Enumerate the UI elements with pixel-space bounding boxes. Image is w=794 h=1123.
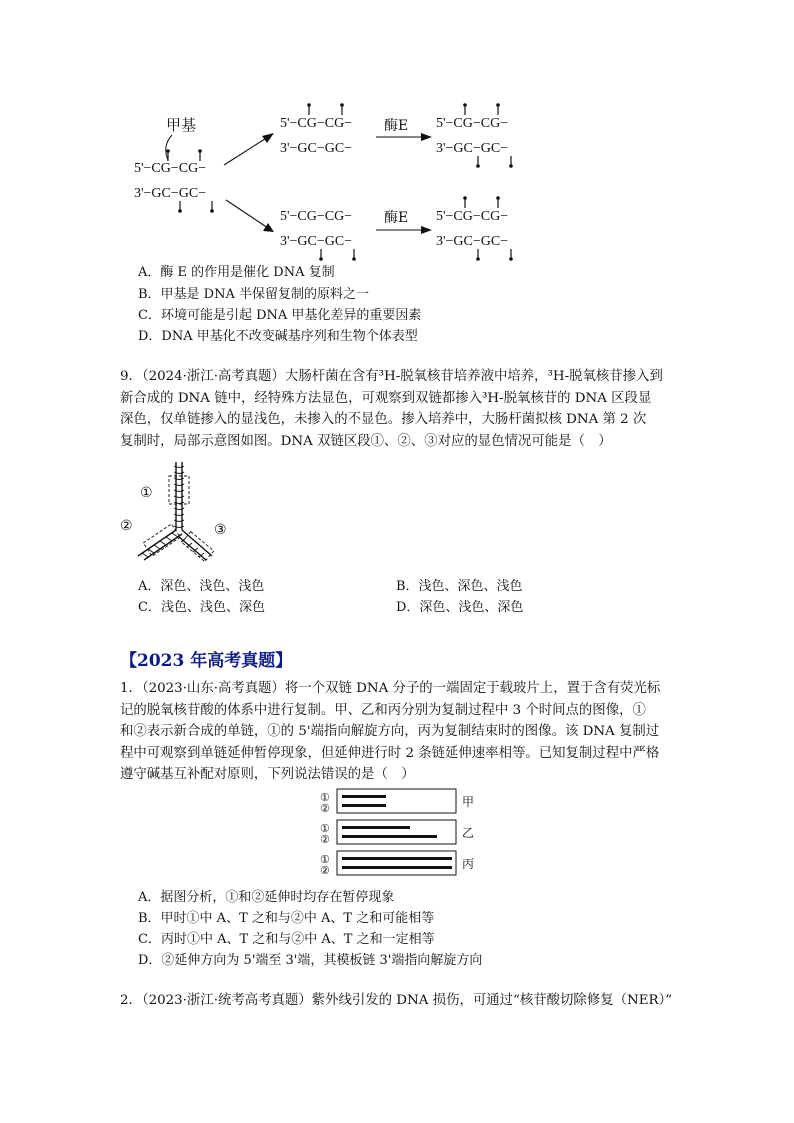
upper-mid-bottom: 3'−GC−GC− <box>280 141 353 156</box>
svg-text:①: ① <box>320 791 330 804</box>
lower-mid-bottom: 3'−GC−GC− <box>280 234 353 249</box>
upper-right-top: 5'−CG−CG− <box>436 116 509 131</box>
extension-figure <box>320 789 474 877</box>
strand-2-bar <box>342 804 386 807</box>
row-label-jia: 甲 <box>462 795 475 809</box>
svg-text:①: ① <box>320 822 330 835</box>
q8-option-c: C．环境可能是引起 DNA 甲基化差异的重要因素 <box>138 308 422 323</box>
enzyme-label-lower: 酶E <box>384 210 409 226</box>
svg-text:②: ② <box>320 802 330 815</box>
methyl-label: 甲基 <box>166 116 197 134</box>
upper-mid-top: 5'−CG−CG− <box>280 116 353 131</box>
q1-option-b: B．甲时①中 A、T 之和与②中 A、T 之和可能相等 <box>138 911 435 926</box>
fork-label-3: ③ <box>214 522 227 538</box>
lower-mid-top: 5'−CG−CG− <box>280 209 353 224</box>
strand-1-bar <box>342 857 452 860</box>
arrow-up <box>224 137 268 165</box>
q9-option-a: A．深色、浅色、浅色 <box>138 579 265 594</box>
strand-1-bar <box>342 826 410 829</box>
arrow-down <box>226 200 268 228</box>
q1-stem: 1．（2023·山东·高考真题）将一个双链 DNA 分子的一端固定于载玻片上，置于含有荧光标 记的脱氧核苷酸的体系中进行复制。甲、乙和丙分别为复制过程中 3 个时间点的图像，① 和②表示新合成的单链，①的 5'端指向解旋方向，丙为复制结束时的图像。该 DNA 复制过 程中可观察到单链延伸暂停现象，但延伸进行时 2 条链延伸速率相等。已知复制过程中严格 遵守碱基互补配对原则，下列说法错误的是（ ） <box>120 681 661 782</box>
strand-2-bar <box>342 866 452 869</box>
row-label-bing: 丙 <box>462 857 475 871</box>
row-label-yi: 乙 <box>462 826 475 840</box>
row-bing <box>320 851 474 877</box>
row-yi <box>320 820 474 846</box>
q9-option-d: D．深色、浅色、深色 <box>396 600 524 615</box>
left-strand-top: 5'−CG−CG− <box>134 161 207 176</box>
left-strand-bottom: 3'−GC−GC− <box>134 186 207 201</box>
lower-right-top: 5'−CG−CG− <box>436 209 509 224</box>
q8-option-d: D．DNA 甲基化不改变碱基序列和生物个体表型 <box>138 329 418 344</box>
strand-2-bar <box>342 835 437 838</box>
q2-stem: 2．（2023·浙江·统考高考真题）紫外线引发的 DNA 损伤，可通过“核苷酸切除修复（NER）” <box>120 993 673 1008</box>
row-jia <box>320 789 474 815</box>
q8-option-b: B．甲基是 DNA 半保留复制的原料之一 <box>138 287 370 302</box>
q8-option-a: A．酶 E 的作用是催化 DNA 复制 <box>138 265 335 280</box>
svg-text:②: ② <box>320 833 330 846</box>
svg-text:②: ② <box>320 864 330 877</box>
q9-option-b: B．浅色、深色、浅色 <box>396 579 523 594</box>
replication-fork-figure <box>120 462 227 562</box>
fork-label-1: ① <box>140 485 153 501</box>
fork-label-2: ② <box>120 518 133 534</box>
q1-option-c: C．丙时①中 A、T 之和与②中 A、T 之和一定相等 <box>138 932 435 947</box>
upper-right-bottom: 3'−GC−GC− <box>436 141 509 156</box>
methyl-pointer <box>166 135 172 160</box>
strand-1-bar <box>342 795 386 798</box>
q9-stem: 9．（2024·浙江·高考真题）大肠杆菌在含有³H-脱氧核苷培养液中培养，³H-脱氧核苷掺入到 新合成的 DNA 链中，经特殊方法显色，可观察到双链都掺入³H-脱氧核苷的 DNA 区段显 深色，仅单链掺入的显浅色，未掺入的不显色。掺入培养中，大肠杆菌拟核 DNA 第 2 次 复制时，局部示意图如图。DNA 双链区段①、②、③对应的显色情况可能是（ ） <box>120 369 663 449</box>
section-title: 【2023 年高考真题】 <box>120 651 293 671</box>
lower-right-bottom: 3'−GC−GC− <box>436 234 509 249</box>
q9-option-c: C．浅色、浅色、深色 <box>138 600 265 615</box>
enzyme-label-upper: 酶E <box>384 118 409 134</box>
q1-option-d: D．②延伸方向为 5'端至 3'端，其模板链 3'端指向解旋方向 <box>138 953 483 968</box>
svg-text:①: ① <box>320 853 330 866</box>
q1-option-a: A．据图分析，①和②延伸时均存在暂停现象 <box>138 890 395 905</box>
